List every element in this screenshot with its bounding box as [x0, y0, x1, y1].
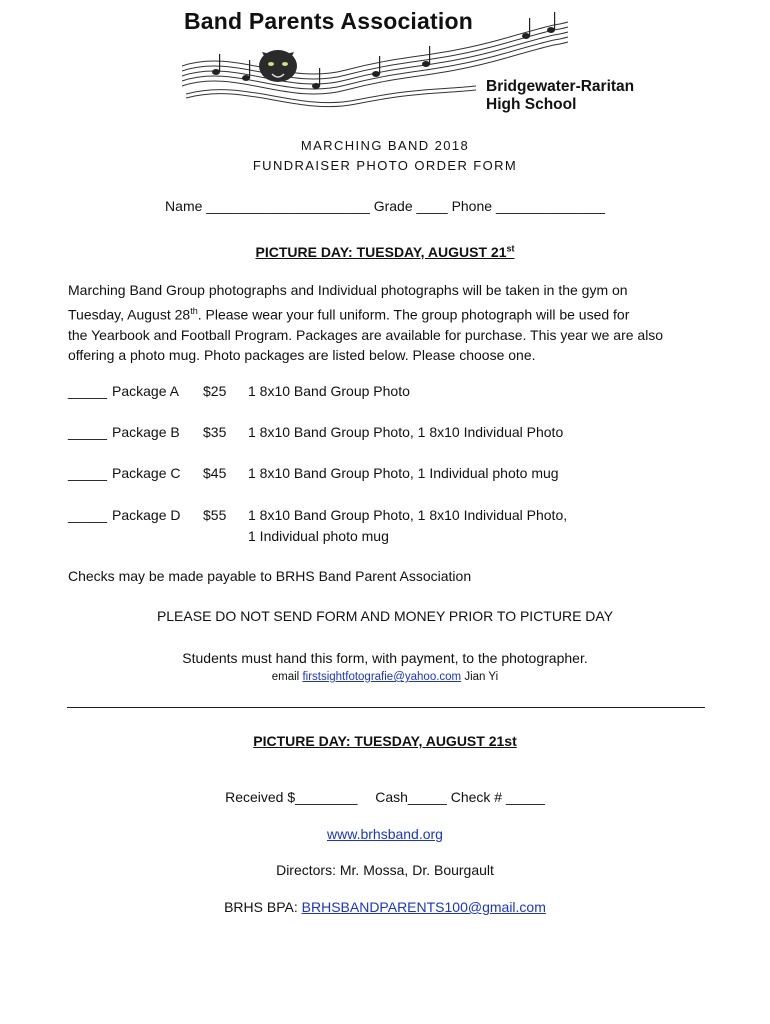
- name-field[interactable]: _____________________: [206, 198, 370, 214]
- package-name: Package A: [112, 383, 179, 399]
- school-name-line1: Bridgewater-Raritan: [486, 78, 635, 95]
- photographer-contact: [0, 671, 770, 683]
- picture-day-bottom-text: PICTURE DAY: TUESDAY, AUGUST 21st: [253, 733, 517, 749]
- cash-field[interactable]: Cash_____: [375, 789, 447, 805]
- picture-day-bottom: [0, 731, 770, 752]
- students-note: Students must hand this form, with payment, to the photographer.: [182, 650, 588, 666]
- intro-line1: Marching Band Group photographs and Individual photographs will be taken in the gym on: [68, 282, 628, 298]
- package-blank[interactable]: _____: [68, 507, 107, 523]
- picture-day-heading: [0, 238, 770, 262]
- photographer-email-link[interactable]: firstsightfotografie@yahoo.com: [302, 671, 462, 683]
- intro-line2: Tuesday, August 28th. Please wear your full uniform. The group photograph will be used for: [68, 305, 630, 323]
- header-title: Band Parents Association: [184, 8, 473, 34]
- package-desc: 1 8x10 Band Group Photo, 1 Individual photo mug: [248, 465, 559, 481]
- grade-field[interactable]: ____: [416, 198, 448, 214]
- package-name: Package C: [112, 465, 181, 481]
- package-desc: 1 8x10 Band Group Photo, 1 8x10 Individual Photo: [248, 424, 564, 440]
- bpa-line: [0, 897, 770, 918]
- school-name: [486, 78, 634, 114]
- grade-label: Grade: [373, 198, 413, 214]
- email-label: email: [271, 671, 300, 683]
- intro-line3: the Yearbook and Football Program. Packages are available for purchase. This year we are also: [68, 326, 664, 343]
- picture-day-text: PICTURE DAY: TUESDAY, AUGUST 21: [255, 243, 507, 260]
- package-desc: 1 8x10 Band Group Photo: [248, 383, 410, 399]
- package-name: Package D: [112, 507, 181, 523]
- package-desc-line2: 1 Individual photo mug: [248, 527, 389, 544]
- package-price: $35: [203, 424, 227, 440]
- received-field[interactable]: Received $________: [225, 789, 358, 805]
- bpa-label: BRHS BPA:: [224, 899, 298, 915]
- phone-field[interactable]: ______________: [495, 198, 605, 214]
- package-price: $25: [203, 383, 227, 399]
- checks-note: Checks may be made payable to BRHS Band Parent Association: [68, 568, 472, 584]
- package-blank[interactable]: _____: [68, 383, 107, 399]
- check-field[interactable]: Check # _____: [450, 789, 545, 805]
- form-title-line2: FUNDRAISER PHOTO ORDER FORM: [252, 158, 518, 173]
- name-label: Name: [165, 198, 203, 214]
- photographer-name: Jian Yi: [464, 671, 499, 683]
- package-blank[interactable]: _____: [68, 465, 107, 481]
- intro-paragraph: [68, 280, 718, 366]
- directors-line: Directors: Mr. Mossa, Dr. Bourgault: [276, 862, 494, 878]
- panther-icon: [259, 50, 297, 82]
- package-price: $45: [203, 465, 227, 481]
- package-name: Package B: [112, 424, 180, 440]
- form-title-line1: MARCHING BAND 2018: [300, 138, 470, 153]
- warning-note: PLEASE DO NOT SEND FORM AND MONEY PRIOR TO PICTURE DAY: [156, 608, 614, 624]
- package-blank[interactable]: _____: [68, 424, 107, 440]
- school-name-line2: High School: [486, 96, 577, 113]
- info-line: [0, 196, 770, 217]
- receipt-line: [0, 787, 770, 808]
- phone-label: Phone: [451, 198, 493, 214]
- package-price: $55: [203, 507, 227, 523]
- picture-day-sup: st: [506, 243, 515, 253]
- website-line: [0, 824, 770, 845]
- divider: [67, 707, 705, 708]
- website-link[interactable]: www.brhsband.org: [327, 826, 443, 842]
- package-desc: 1 8x10 Band Group Photo, 1 8x10 Individual Photo,: [248, 507, 568, 523]
- intro-line4: offering a photo mug. Photo packages are listed below. Please choose one.: [68, 347, 536, 364]
- bpa-email-link[interactable]: BRHSBANDPARENTS100@gmail.com: [301, 899, 546, 915]
